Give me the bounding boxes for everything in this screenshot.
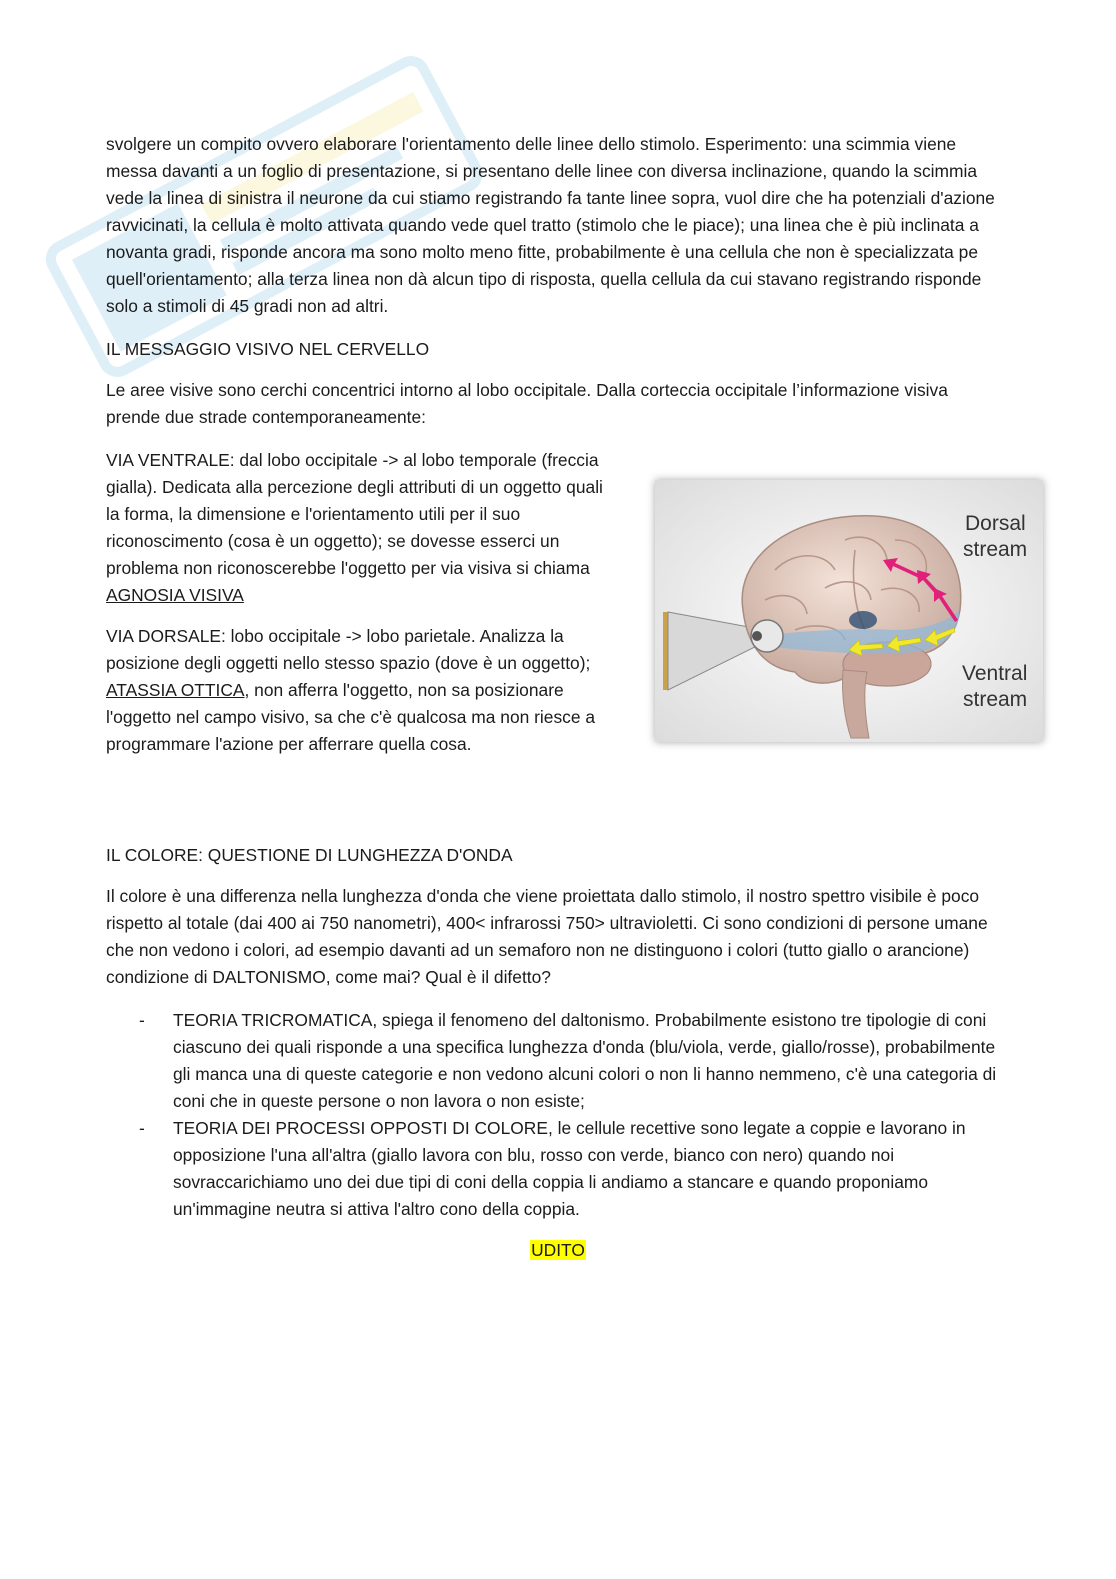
list-dash: - bbox=[139, 1118, 145, 1138]
theories-list bbox=[106, 1007, 1006, 1223]
ventral-label-2: stream bbox=[963, 688, 1028, 711]
dorsal-label-1: Dorsal bbox=[965, 512, 1026, 535]
via-dorsale-text-before: VIA DORSALE: lobo occipitale -> lobo parietale. Analizza la posizione degli oggetti nello stesso spazio (dove è un oggetto); bbox=[106, 626, 591, 673]
theory-processi-opposti: TEORIA DEI PROCESSI OPPOSTI DI COLORE, le cellule recettive sono legate a coppie e lavorano in opposizione l'una all'altra (giallo lavora con blu, rosso con verde, bianco con nero) quando noi sovraccarichiamo uno dei due tipi di coni della coppia li andiamo a stancare e quando proponiamo un'immagine neutra si attiva l'altro cono della coppia. bbox=[173, 1118, 966, 1219]
paragraph-aree-visive: Le aree visive sono cerchi concentrici intorno al lobo occipitale. Dalla corteccia occipitale l’informazione visiva prende due strade contemporaneamente: bbox=[106, 380, 948, 427]
via-ventrale-paragraph bbox=[106, 447, 606, 609]
list-item bbox=[106, 1007, 1006, 1115]
list-dash: - bbox=[139, 1010, 145, 1030]
paragraph-colore: Il colore è una differenza nella lunghezza d'onda che viene proiettata dallo stimolo, il nostro spettro visibile è poco rispetto al totale (dai 400 ai 750 nanometri), 400< infrarossi 750> ultravioletti. Ci sono condizioni di persone umane che non vedono i colori, ad esempio davanti ad un semaforo non ne distinguono i colori (tutto giallo o arancione) condizione di DALTONISMO, come mai? Qual è il difetto? bbox=[106, 886, 988, 987]
ventral-label-1: Ventral bbox=[962, 662, 1028, 685]
next-section-wrap bbox=[0, 1237, 1116, 1264]
via-ventrale-text: VIA VENTRALE: dal lobo occipitale -> al lobo temporale (freccia gialla). Dedicata alla percezione degli attributi di un oggetto quali la forma, la dimensione e l'orientamento utili per il suo riconoscimento (cosa è un oggetto); se dovesse esserci un problema non riconoscerebbe l'oggetto per via visiva si chiama bbox=[106, 450, 603, 578]
via-dorsale-paragraph bbox=[106, 623, 606, 758]
eye-pupil bbox=[752, 631, 762, 641]
viewed-object bbox=[663, 612, 668, 690]
theory-tricromatica: TEORIA TRICROMATICA, spiega il fenomeno del daltonismo. Probabilmente esistono tre tipologie di coni ciascuno dei quali risponde a una specifica lunghezza d'onda (blu/viola, verde, giallo/rosse), probabilmente gli manca una di queste categorie e non vedono alcuni colori o non li hanno nemmeno, c'è una categoria di coni che in queste persone o non lavora o non esiste; bbox=[173, 1010, 997, 1111]
intro-paragraph: svolgere un compito ovvero elaborare l'orientamento delle linee dello stimolo. Esperimento: una scimmia viene messa davanti a un foglio di presentazione, si presentano delle linee con diversa inclinazione, quando la scimmia vede la linea di sinistra il neurone da cui stiamo registrando fa tante linee sopra, vuol dire che ha potenziali d'azione ravvicinati, la cellula è molto attivata quando vede quel tratto (stimolo che le piace); una linea che è più inclinata a novanta gradi, risponde ancora ma sono molto meno fitte, probabilmente è una cellula che non è specializzata pe quell'orientamento; alla terza linea non dà alcun tipo di risposta, quella cellula da cui stavano registrando risponde solo a stimoli di 45 gradi non ad altri. bbox=[106, 134, 995, 316]
brain-streams-figure bbox=[655, 480, 1043, 742]
atassia-ottica-term: ATASSIA OTTICA bbox=[106, 680, 245, 700]
section-heading-udito: UDITO bbox=[531, 1240, 585, 1260]
agnosia-visiva-term: AGNOSIA VISIVA bbox=[106, 585, 244, 605]
list-item bbox=[106, 1115, 1006, 1223]
section-heading-colore: IL COLORE: QUESTIONE DI LUNGHEZZA D'ONDA bbox=[106, 845, 513, 865]
thalamus bbox=[849, 611, 877, 629]
via-dorsale-text-after: , non afferra l'oggetto, non sa posizionare l'oggetto nel campo visivo, sa che c'è qualcosa ma non riesce a programmare l'azione per afferrare quella cosa. bbox=[106, 680, 596, 754]
section-heading-visivo: IL MESSAGGIO VISIVO NEL CERVELLO bbox=[106, 339, 430, 359]
visual-streams-column bbox=[106, 447, 606, 772]
brain-illustration bbox=[655, 480, 1043, 742]
dorsal-label-2: stream bbox=[963, 538, 1028, 561]
